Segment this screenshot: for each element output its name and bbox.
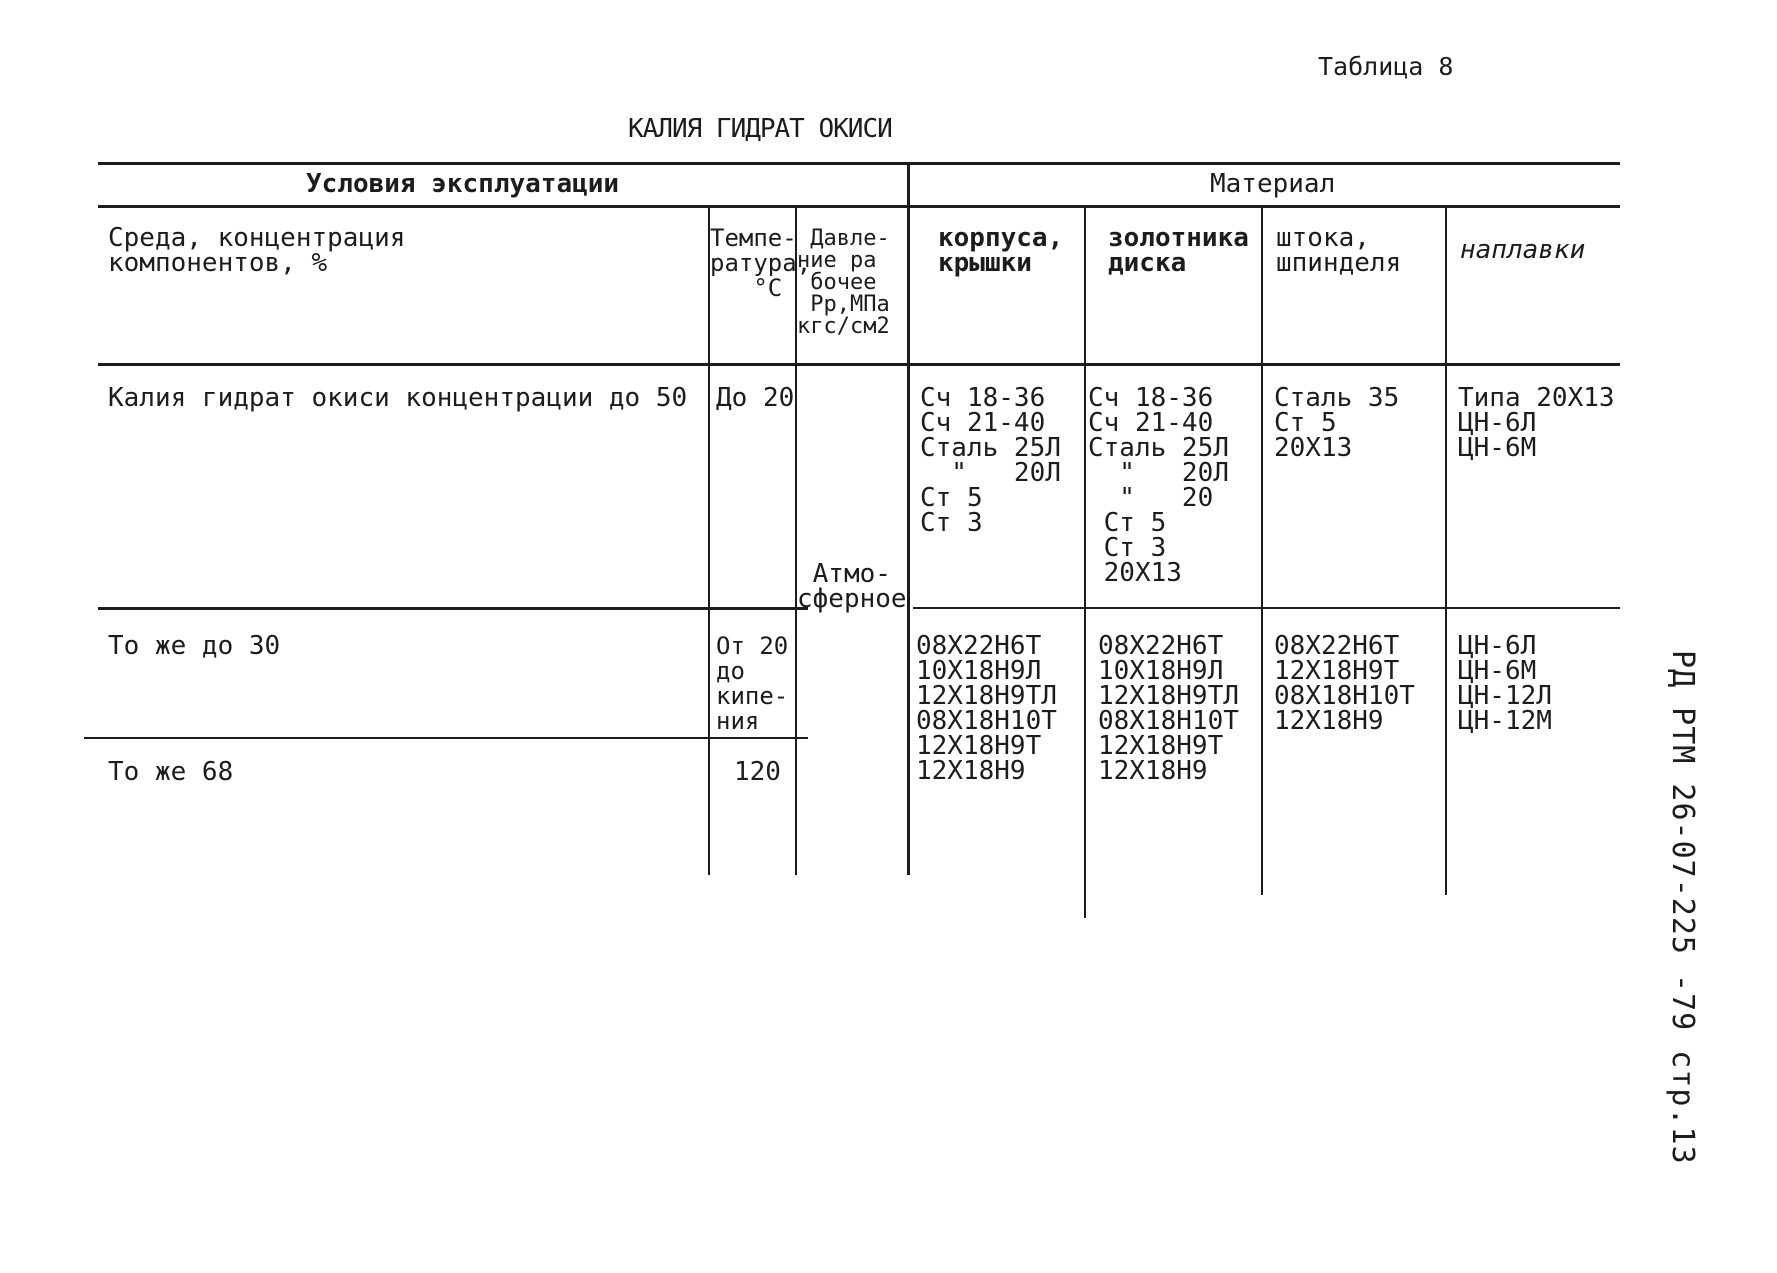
- row-3-temperature: 120: [734, 757, 781, 787]
- row-1-medium: Калия гидрат окиси концентрации до 50: [108, 383, 688, 413]
- row-1-spool: Сч 18-36 Сч 21-40 Сталь 25Л " 20Л " 20 Ст 5 Ст 3 20Х13: [1088, 383, 1229, 588]
- row-2-temperature: От 20 до кипе- ния: [716, 632, 789, 735]
- row-2-spool: 08Х22Н6Т 10Х18Н9Л 12Х18Н9ТЛ 08Х18Н10Т 12Х18Н9Т 12Х18Н9: [1098, 631, 1239, 786]
- header-spool: золотника диска: [1108, 223, 1249, 278]
- col-rule-stem: [1445, 205, 1447, 895]
- header-stem: штока, шпинделя: [1276, 223, 1402, 278]
- row-rule-1-right: [913, 607, 1620, 609]
- row-2-body: 08Х22Н6Т 10Х18Н9Л 12Х18Н9ТЛ 08Х18Н10Т 12Х18Н9Т 12Х18Н9: [916, 631, 1057, 786]
- row-1-body: Сч 18-36 Сч 21-40 Сталь 25Л " 20Л Ст 5 Ст 3: [920, 383, 1061, 538]
- document-title: КАЛИЯ ГИДРАТ ОКИСИ: [628, 114, 892, 144]
- row-1-surfacing: Типа 20Х13 ЦН-6Л ЦН-6М: [1458, 383, 1615, 463]
- row-1-stem: Сталь 35 Ст 5 20Х13: [1274, 383, 1400, 463]
- header-conditions: Условия эксплуатации: [306, 169, 620, 199]
- row-rule-1: [98, 607, 808, 610]
- table-top-rule: [98, 162, 1620, 165]
- col-rule-body: [1084, 205, 1086, 918]
- row-rule-2: [84, 737, 808, 739]
- row-2-stem: 08Х22Н6Т 12Х18Н9Т 08Х18Н10Т 12Х18Н9: [1274, 631, 1415, 736]
- header-pressure: Давле- ние ра бочее Рр,МПа кгс/см2: [797, 226, 890, 339]
- header-rule-1: [98, 205, 1620, 208]
- row-2-medium: То же до 30: [108, 631, 281, 661]
- header-temperature: Темпе- ратура, °С: [710, 224, 812, 302]
- header-body: корпуса, крышки: [938, 223, 1064, 278]
- materials-table: [98, 162, 1620, 882]
- page-label: Таблица 8: [1318, 52, 1454, 81]
- row-1-temperature: До 20: [716, 383, 795, 413]
- col-rule-spool: [1261, 205, 1263, 895]
- row-2-surfacing: ЦН-6Л ЦН-6М ЦН-12Л ЦН-12М: [1458, 631, 1552, 736]
- pressure-value: Атмо- сферное: [797, 559, 907, 614]
- header-rule-2: [98, 363, 1620, 366]
- col-rule-medium: [708, 205, 710, 875]
- header-surfacing: наплавки: [1460, 235, 1586, 265]
- document-code: РД РТМ 26-07-225 -79 стр.13: [1665, 650, 1700, 1165]
- header-material: Материал: [1210, 169, 1336, 199]
- row-3-medium: То же 68: [108, 757, 234, 787]
- col-rule-pressure: [907, 162, 910, 875]
- header-medium: Среда, концентрация компонентов, %: [108, 223, 406, 278]
